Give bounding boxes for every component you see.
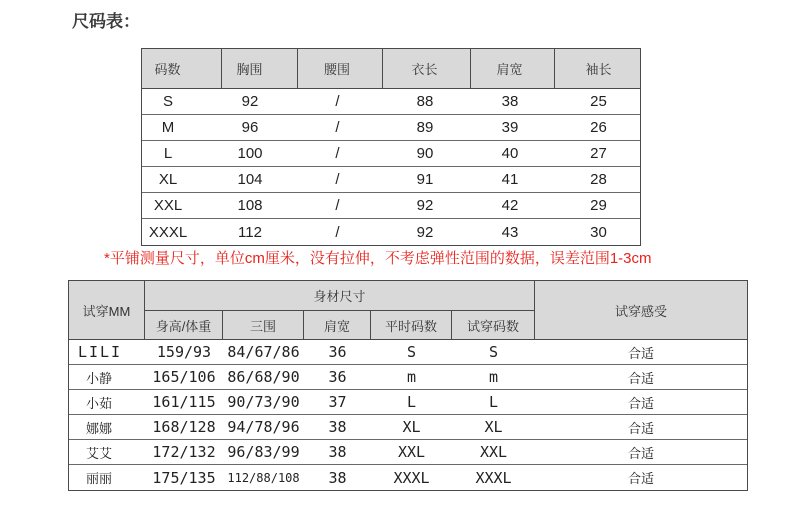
- cell-fit-feedback: 合适: [627, 472, 654, 487]
- header-size: 码数: [142, 49, 222, 88]
- cell-size: XL: [158, 171, 178, 188]
- cell-shoulder: 43: [501, 223, 519, 241]
- cell-model-name: 小茹: [85, 396, 112, 412]
- table-row: [142, 115, 640, 141]
- cell-fit-feedback: 合适: [627, 371, 654, 387]
- cell-height-weight: 161/115: [152, 393, 216, 411]
- cell-chest: 104: [237, 171, 263, 188]
- cell-waist: /: [335, 93, 340, 110]
- header-usual-size: 平时码数: [371, 311, 452, 339]
- header-waist: 腰围: [298, 49, 383, 88]
- cell-tried-size: S: [488, 343, 499, 361]
- cell-measurements: 94/78/96: [227, 418, 300, 436]
- cell-chest: 96: [241, 119, 259, 136]
- cell-length: 89: [416, 119, 434, 136]
- cell-tried-size: m: [488, 368, 499, 386]
- cell-measurements: 96/83/99: [227, 443, 300, 461]
- cell-length: 90: [416, 145, 434, 162]
- cell-shoulder: 38: [328, 443, 347, 461]
- cell-sleeve: 30: [590, 223, 607, 241]
- cell-shoulder: 38: [501, 93, 519, 110]
- cell-measurements: 90/73/90: [227, 393, 300, 411]
- header-chest: 胸围: [222, 49, 298, 88]
- cell-shoulder: 40: [501, 145, 519, 162]
- cell-waist: /: [335, 197, 340, 214]
- cell-height-weight: 159/93: [156, 343, 212, 361]
- cell-measurements: 112/88/108: [227, 470, 300, 485]
- table-row: [69, 340, 747, 365]
- table-row: [142, 193, 640, 219]
- cell-height-weight: 175/135: [152, 468, 216, 487]
- cell-fit-feedback: 合适: [627, 346, 654, 362]
- cell-fit-feedback: 合适: [627, 421, 654, 437]
- header-model: 试穿MM: [69, 281, 145, 339]
- table-row: [69, 440, 747, 465]
- cell-length: 92: [416, 223, 434, 241]
- cell-height-weight: 172/132: [152, 443, 216, 461]
- table-row: [69, 365, 747, 390]
- size-chart-header-row: [142, 49, 640, 89]
- cell-tried-size: XL: [484, 418, 503, 436]
- cell-length: 91: [416, 171, 434, 188]
- cell-waist: /: [335, 223, 340, 241]
- cell-sleeve: 26: [590, 119, 607, 136]
- cell-usual-size: XXXL: [393, 468, 430, 487]
- cell-sleeve: 28: [590, 171, 607, 188]
- header-shoulder: 肩宽: [304, 311, 371, 339]
- fitting-table-header: [69, 281, 747, 340]
- cell-chest: 100: [237, 145, 263, 162]
- cell-sleeve: 27: [590, 145, 607, 162]
- cell-length: 92: [416, 197, 434, 214]
- cell-fit-feedback: 合适: [627, 396, 654, 412]
- cell-shoulder: 39: [501, 119, 519, 136]
- cell-size: XXXL: [148, 223, 188, 241]
- cell-shoulder: 41: [501, 171, 519, 188]
- header-sleeve: 袖长: [585, 62, 612, 77]
- cell-shoulder: 38: [328, 468, 347, 487]
- table-row: [69, 415, 747, 440]
- table-row: [69, 465, 747, 490]
- cell-height-weight: 165/106: [152, 368, 216, 386]
- cell-size: XXL: [153, 197, 183, 214]
- cell-shoulder: 38: [328, 418, 347, 436]
- cell-chest: 112: [238, 223, 262, 241]
- cell-model-name: LILI: [77, 343, 123, 361]
- cell-chest: 108: [237, 197, 263, 214]
- cell-tried-size: XXXL: [475, 468, 512, 487]
- cell-waist: /: [335, 119, 340, 136]
- cell-usual-size: XL: [402, 418, 421, 436]
- cell-model-name: 小静: [85, 371, 112, 387]
- measurement-note: *平铺测量尺寸，单位cm厘米，没有拉伸，不考虑弹性范围的数据，误差范围1-3cm: [104, 250, 652, 267]
- table-row: [142, 219, 640, 245]
- header-fit-feedback: 试穿感受: [614, 303, 667, 319]
- table-row: [69, 390, 747, 415]
- table-row: [142, 89, 640, 115]
- cell-tried-size: L: [488, 393, 499, 411]
- cell-usual-size: m: [406, 368, 417, 386]
- cell-shoulder: 36: [328, 368, 347, 386]
- cell-usual-size: XXL: [397, 443, 426, 461]
- size-chart-table: [141, 48, 641, 246]
- cell-shoulder: 37: [328, 393, 347, 411]
- header-bust-waist-hip: 三围: [223, 311, 304, 339]
- cell-size: M: [161, 119, 175, 136]
- cell-length: 88: [416, 93, 434, 110]
- cell-size: S: [162, 93, 173, 110]
- cell-shoulder: 36: [328, 343, 347, 361]
- cell-waist: /: [335, 145, 340, 162]
- cell-model-name: 丽丽: [85, 472, 112, 487]
- cell-usual-size: S: [406, 343, 417, 361]
- table-row: [142, 141, 640, 167]
- cell-waist: /: [335, 171, 340, 188]
- cell-sleeve: 29: [590, 197, 607, 214]
- cell-fit-feedback: 合适: [627, 446, 654, 462]
- cell-measurements: 84/67/86: [227, 343, 300, 361]
- cell-measurements: 86/68/90: [227, 368, 300, 386]
- fitting-table: [68, 280, 748, 491]
- cell-size: L: [163, 145, 173, 162]
- cell-height-weight: 168/128: [152, 418, 216, 436]
- cell-tried-size: XXL: [479, 443, 508, 461]
- header-height-weight: 身高/体重: [145, 311, 223, 339]
- header-length: 衣长: [383, 49, 471, 88]
- cell-chest: 92: [241, 93, 259, 110]
- header-shoulder: 肩宽: [471, 49, 555, 88]
- table-row: [142, 167, 640, 193]
- cell-sleeve: 25: [590, 93, 607, 110]
- page-title: 尺码表：: [72, 12, 140, 31]
- cell-shoulder: 42: [501, 197, 519, 214]
- cell-usual-size: L: [406, 393, 417, 411]
- header-body-measurements: 身材尺寸: [145, 281, 535, 311]
- cell-model-name: 艾艾: [85, 446, 112, 462]
- cell-model-name: 娜娜: [85, 421, 112, 437]
- header-tried-size: 试穿码数: [452, 311, 535, 339]
